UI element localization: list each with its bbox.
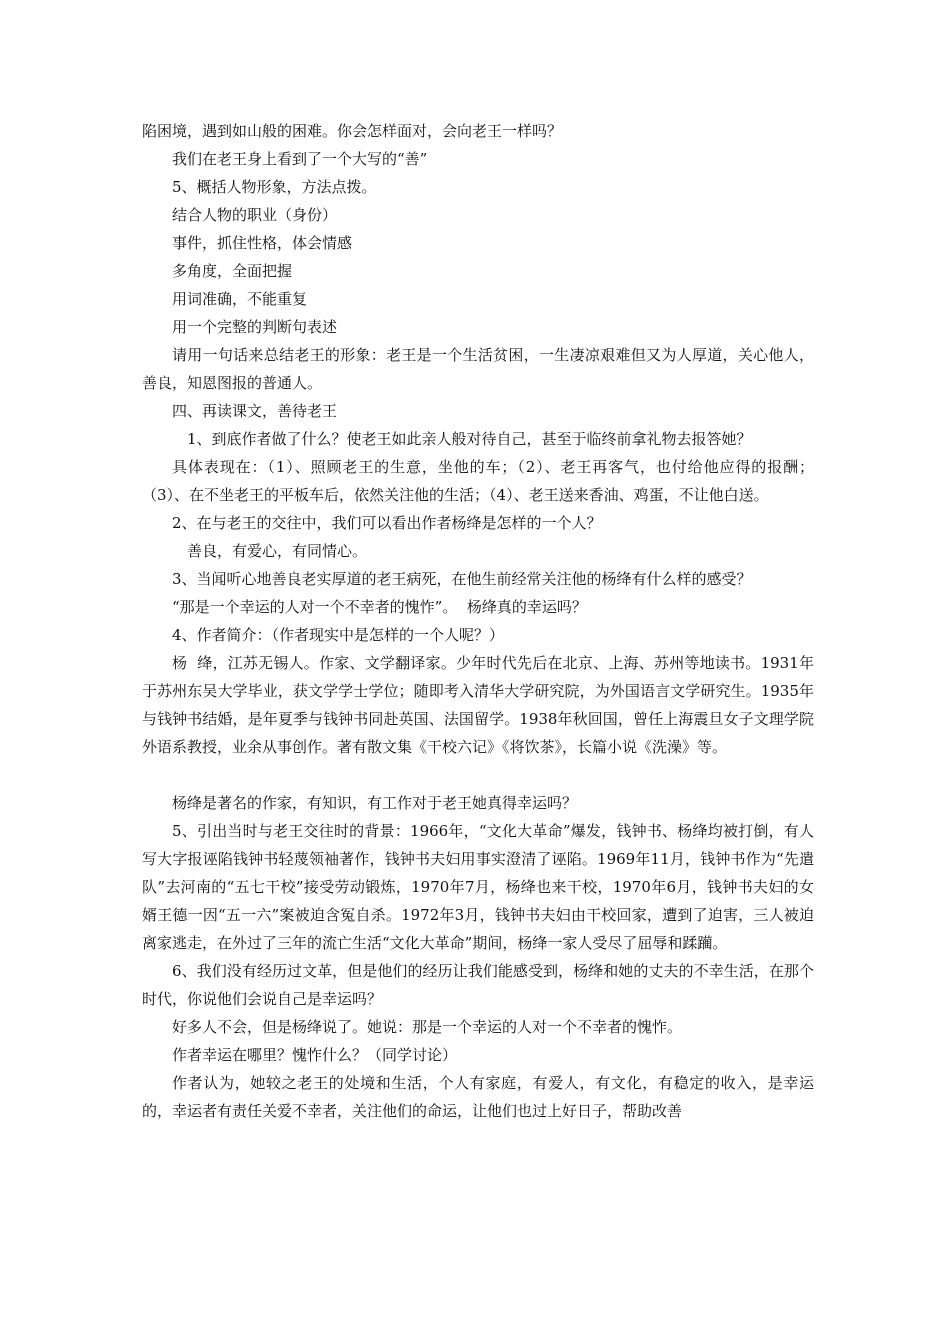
- question-2: 2、在与老王的交往中，我们可以看出作者杨绛是怎样的一个人？: [172, 514, 602, 532]
- discussion-prompt: 作者幸运在哪里？愧怍什么？（同学讨论）: [172, 1046, 458, 1064]
- answer-3: “那是一个幸运的人对一个不幸者的愧怍”。 杨绛真的幸运吗？: [172, 598, 587, 616]
- document-body: [142, 117, 814, 1125]
- question-1: 1、到底作者做了什么？使老王如此亲人般对待自己，甚至于临终前拿礼物去报答她？: [187, 430, 752, 448]
- blank-line: [142, 761, 814, 789]
- tip-sentence: 用一个完整的判断句表述: [172, 318, 338, 336]
- answer-6: 好多人不会，但是杨绛说了。她说：那是一个幸运的人对一个不幸者的愧怍。: [172, 1018, 683, 1036]
- author-bio: 杨 绛，江苏无锡人。作家、文学翻译家。少年时代先后在北京、上海、苏州等地读书。1931年于苏州东吴大学毕业，获文学学士学位；随即考入清华大学研究院，为外国语言文学研究生。1935年与钱钟书结婚，是年夏季与钱钟书同赴英国、法国留学。1938年秋回国，曾任上海震旦女子文理学院外语系教授，业余从事创作。著有散文集《干校六记》《将饮茶》，长篇小说《洗澡》等。: [142, 654, 814, 756]
- paragraph-kindness: 我们在老王身上看到了一个大写的“善”: [172, 150, 428, 168]
- tip-wording: 用词准确，不能重复: [172, 290, 308, 308]
- answer-2: 善良，有爱心，有同情心。: [187, 542, 368, 560]
- tip-events: 事件，抓住性格，体会情感: [172, 234, 353, 252]
- paragraph-summary: 请用一句话来总结老王的形象：老王是一个生活贫困，一生凄凉艰难但又为人厚道，关心他人，善良，知恩图报的普通人。: [142, 346, 814, 392]
- tip-occupation: 结合人物的职业（身份）: [172, 206, 338, 224]
- question-3: 3、当闻听心地善良老实厚道的老王病死，在他生前经常关注他的杨绛有什么样的感受？: [172, 570, 752, 588]
- answer-1: 具体表现在：（1）、照顾老王的生意，坐他的车；（2）、老王再客气，也付给他应得的报酬；（3）、在不坐老王的平板车后，依然关注他的生活；（4）、老王送来香油、鸡蛋，不让他白送。: [142, 458, 814, 504]
- paragraph-background: 5、引出当时与老王交往时的背景：1966年，“文化大革命”爆发，钱钟书、杨绛均被打倒，有人写大字报诬陷钱钟书轻蔑领袖著作，钱钟书夫妇用事实澄清了诬陷。1969年11月，钱钟书作为“先遣队”去河南的“五七干校”接受劳动锻炼，1970年7月，杨绛也来干校，1970年6月，钱钟书夫妇的女婿王德一因“五一六”案被迫含冤自杀。1972年3月，钱钟书夫妇由干校回家，遭到了迫害，三人被迫离家逃走，在外过了三年的流亡生活“文化大革命”期间，杨绛一家人受尽了屈辱和蹂躏。: [142, 822, 814, 952]
- section-item-5-summary: 5、概括人物形象，方法点拨。: [172, 178, 377, 196]
- discussion-answer: 作者认为，她较之老王的处境和生活，个人有家庭，有爱人，有文化，有稳定的收入，是幸运的，幸运者有责任关爱不幸者，关注他们的命运，让他们也过上好日子，帮助改善: [142, 1074, 814, 1120]
- question-6: 6、我们没有经历过文革，但是他们的经历让我们能感受到，杨绛和她的丈夫的不幸生活，在那个时代，你说他们会说自己是幸运吗？: [142, 962, 814, 1008]
- paragraph-question-fortune: 杨绛是著名的作家，有知识，有工作对于老王她真得幸运吗？: [172, 794, 578, 812]
- section-heading-4: 四、再读课文，善待老王: [172, 402, 338, 420]
- question-4: 4、作者简介：（作者现实中是怎样的一个人呢？）: [172, 626, 505, 644]
- paragraph-continuation: 陷困境，遇到如山般的困难。你会怎样面对，会向老王一样吗？: [142, 122, 563, 140]
- tip-multi-angle: 多角度，全面把握: [172, 262, 293, 280]
